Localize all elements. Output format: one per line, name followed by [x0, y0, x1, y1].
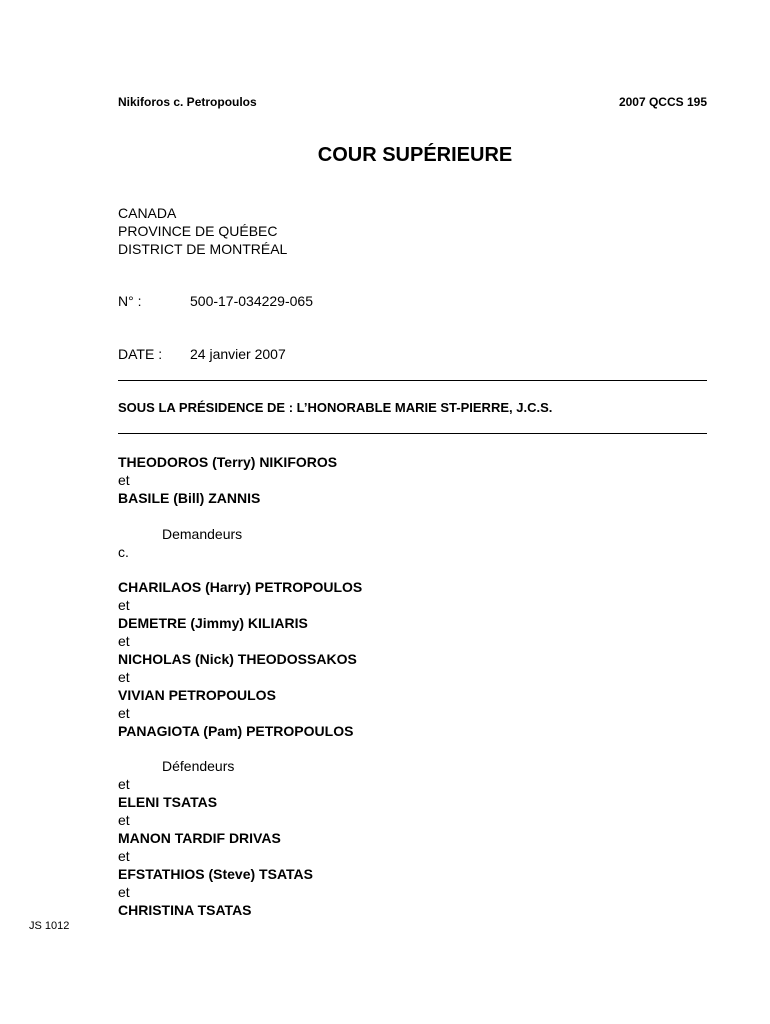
plaintiff-name: THEODOROS (Terry) NIKIFOROS: [118, 454, 338, 470]
plaintiff-name: BASILE (Bill) ZANNIS: [118, 489, 261, 506]
footer-code: JS 1012: [29, 920, 70, 932]
conjunction: et: [118, 668, 130, 685]
defendant-name: PANAGIOTA (Pam) PETROPOULOS: [118, 722, 354, 739]
party-name: ELENI TSATAS: [118, 794, 218, 811]
file-number-label: N° :: [118, 293, 142, 309]
versus: c.: [118, 543, 129, 560]
court-title: COUR SUPÉRIEURE: [317, 144, 513, 166]
conjunction: et: [118, 471, 130, 488]
conjunction: et: [118, 812, 130, 829]
defendants-role: Défendeurs: [162, 758, 235, 775]
defendant-name: DEMETRE (Jimmy) KILIARIS: [118, 615, 308, 632]
province-line: PROVINCE DE QUÉBEC: [118, 223, 278, 239]
conjunction: et: [118, 776, 130, 793]
bottom-divider: [118, 433, 707, 434]
top-divider: [118, 380, 707, 381]
defendant-name: VIVIAN PETROPOULOS: [118, 686, 276, 703]
presiding-judge: SOUS LA PRÉSIDENCE DE : L’HONORABLE MARIE ST-PIERRE, J.C.S.: [118, 400, 553, 415]
date-label: DATE :: [118, 346, 163, 362]
party-name: CHRISTINA TSATAS: [118, 901, 252, 918]
case-name-header: Nikiforos c. Petropoulos: [118, 95, 257, 109]
party-name: MANON TARDIF DRIVAS: [118, 829, 281, 846]
defendant-name: NICHOLAS (Nick) THEODOSSAKOS: [118, 650, 357, 667]
conjunction: et: [118, 847, 130, 864]
file-number-value: 500-17-034229-065: [190, 293, 313, 309]
date-value: 24 janvier 2007: [190, 346, 286, 362]
party-name: EFSTATHIOS (Steve) TSATAS: [118, 865, 313, 882]
jurisdiction-block: [118, 204, 287, 258]
conjunction: et: [118, 704, 130, 721]
country-line: CANADA: [118, 205, 177, 221]
conjunction: et: [118, 633, 130, 650]
parties-block: [118, 454, 362, 920]
conjunction: et: [118, 883, 130, 900]
plaintiffs-role: Demandeurs: [162, 525, 243, 542]
defendant-name: CHARILAOS (Harry) PETROPOULOS: [118, 579, 363, 596]
district-line: DISTRICT DE MONTRÉAL: [118, 241, 288, 257]
conjunction: et: [118, 597, 130, 614]
citation-header: 2007 QCCS 195: [618, 95, 707, 109]
